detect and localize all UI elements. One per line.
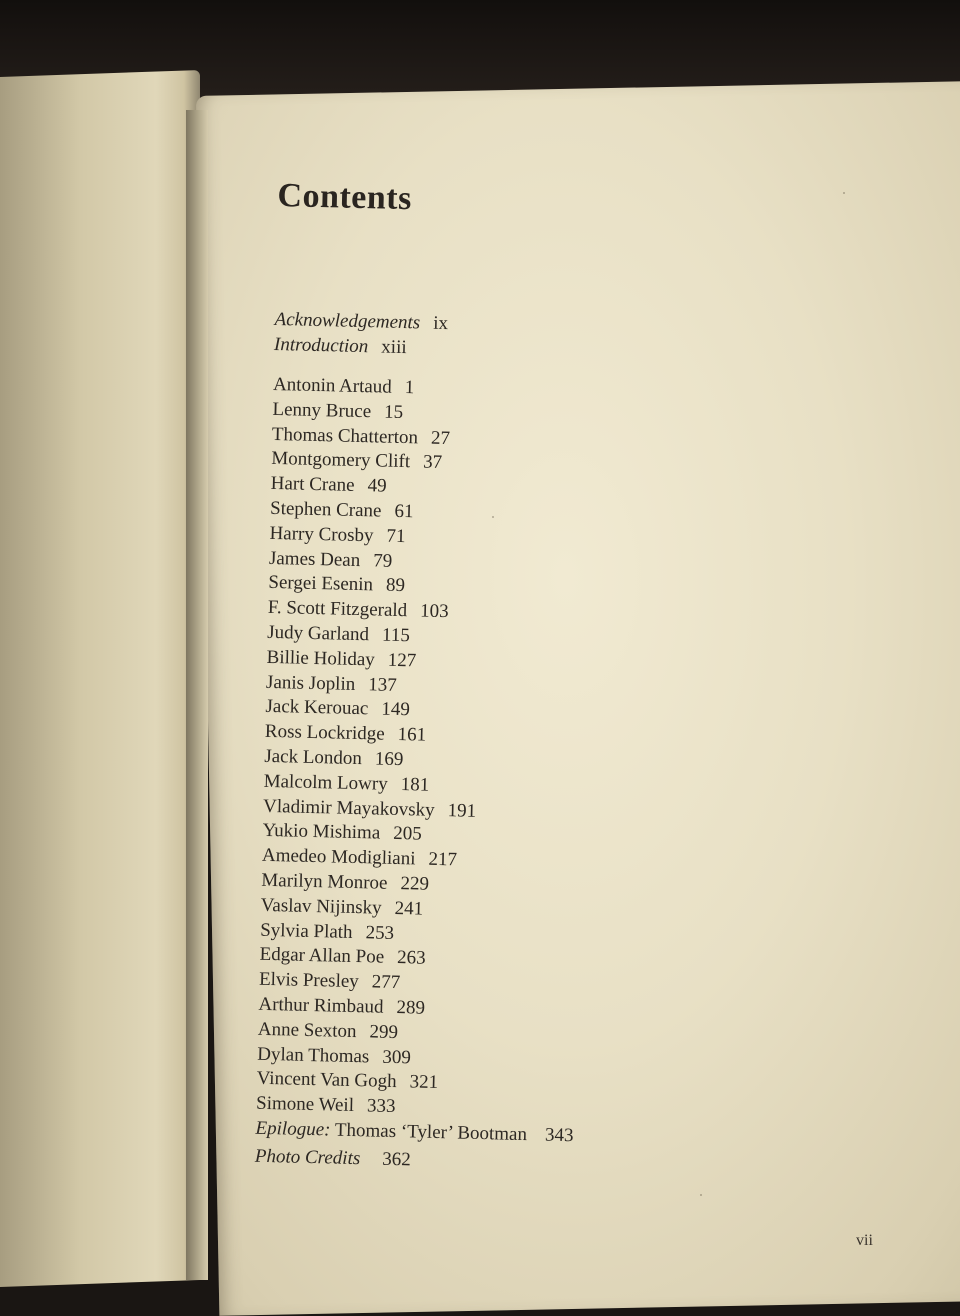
- toc-entry-page: 169: [374, 748, 404, 771]
- chapter-list: [256, 373, 833, 1130]
- toc-entry-page: 217: [428, 848, 458, 871]
- toc-entry-label: Marilyn Monroe: [261, 869, 388, 894]
- toc-entry-page: 161: [397, 724, 427, 746]
- toc-entry-label: Amedeo Modigliani: [261, 844, 416, 870]
- toc-entry-page: 191: [447, 799, 477, 822]
- toc-entry-page: xiii: [381, 336, 407, 359]
- contents-page: [255, 176, 838, 1182]
- toc-entry-page: 79: [373, 549, 393, 572]
- toc-entry-page: 137: [368, 673, 397, 696]
- toc-entry-page: 89: [385, 575, 406, 597]
- paper-speck: [843, 192, 845, 194]
- toc-entry-page: 15: [383, 401, 404, 423]
- toc-entry-label: Vaslav Nijinsky: [260, 894, 382, 919]
- toc-entry-label: Malcolm Lowry: [263, 770, 388, 795]
- toc-entry-label: Arthur Rimbaud: [258, 993, 384, 1018]
- left-page: [0, 70, 200, 1287]
- toc-entry-label: Janis Joplin: [265, 671, 356, 695]
- book-gutter: [186, 110, 208, 1280]
- toc-entry-label: Judy Garland: [266, 621, 370, 646]
- toc-entry-page: 263: [396, 947, 426, 970]
- toc-entry-label: Anne Sexton: [257, 1018, 357, 1042]
- paper-speck: [700, 1194, 702, 1196]
- toc-entry-page: 181: [400, 773, 430, 796]
- toc-entry-label: Harry Crosby: [269, 522, 374, 547]
- toc-entry-label: Montgomery Clift: [271, 448, 411, 473]
- toc-entry-page: 37: [422, 451, 443, 474]
- toc-entry-label: Vladimir Mayakovsky: [262, 795, 435, 821]
- toc-entry-page: 71: [386, 525, 406, 547]
- toc-entry-page: 1: [404, 377, 415, 399]
- toc-entry-label: Hart Crane: [270, 473, 355, 497]
- toc-entry-page: 115: [381, 624, 411, 647]
- toc-entry-page: 241: [394, 897, 424, 920]
- toc-entry-label: Elvis Presley: [258, 968, 360, 993]
- toc-entry-page: 61: [394, 500, 414, 523]
- toc-entry-label: James Dean: [268, 547, 361, 571]
- toc-entry-page: 27: [430, 427, 451, 449]
- toc-entry-page: 333: [366, 1095, 396, 1118]
- page-title: Contents: [277, 176, 413, 218]
- toc-entry-label: Thomas Chatterton: [271, 423, 419, 448]
- toc-entry-page: 253: [365, 921, 395, 944]
- toc-entry-page: 127: [387, 649, 417, 672]
- toc-entry-page: 321: [409, 1071, 439, 1094]
- toc-entry-page: 309: [382, 1046, 412, 1068]
- toc-entry-label: Introduction: [273, 333, 369, 358]
- toc-entry-page: 299: [369, 1021, 399, 1043]
- toc-entry-label: Antonin Artaud: [272, 373, 393, 398]
- toc-entry-label: Thomas ‘Tyler’ Bootman: [334, 1119, 528, 1146]
- toc-entry-label: Lenny Bruce: [272, 398, 372, 423]
- toc-entry-label: F. Scott Fitzgerald: [267, 597, 408, 622]
- toc-entry-label: Dylan Thomas: [257, 1043, 370, 1067]
- toc-entry-label: Stephen Crane: [269, 497, 382, 522]
- toc-entry-page: 362: [382, 1148, 412, 1171]
- toc-entry-page: 205: [392, 823, 422, 845]
- toc-entry-page: 289: [396, 996, 426, 1019]
- toc-entry-label: Billie Holiday: [266, 646, 376, 671]
- toc-entry-label: Photo Credits: [254, 1145, 361, 1169]
- toc-entry-page: 149: [381, 698, 411, 721]
- epilogue-prefix: Epilogue:: [255, 1117, 331, 1141]
- toc-entry-label: Sergei Esenin: [268, 572, 374, 596]
- toc-entry-page: 277: [371, 971, 401, 994]
- toc-entry-page: ix: [432, 312, 449, 335]
- toc-entry-label: Sylvia Plath: [259, 919, 353, 943]
- toc-entry-page: 343: [544, 1124, 574, 1147]
- toc-entry-label: Ross Lockridge: [264, 721, 385, 745]
- toc-entry-label: Vincent Van Gogh: [256, 1068, 397, 1093]
- toc-entry-page: 229: [400, 873, 430, 895]
- toc-entry-page: 103: [419, 600, 449, 623]
- page-number: vii: [856, 1232, 873, 1249]
- toc-entry-label: Jack Kerouac: [265, 696, 369, 720]
- toc-entry-label: Acknowledgements: [274, 308, 421, 334]
- toc-entry-page: 49: [367, 475, 387, 497]
- toc-entry-label: Yukio Mishima: [262, 820, 381, 844]
- toc-entry-label: Edgar Allan Poe: [259, 944, 385, 969]
- toc-entry-label: Simone Weil: [255, 1092, 355, 1117]
- toc-entry-label: Jack London: [264, 745, 363, 770]
